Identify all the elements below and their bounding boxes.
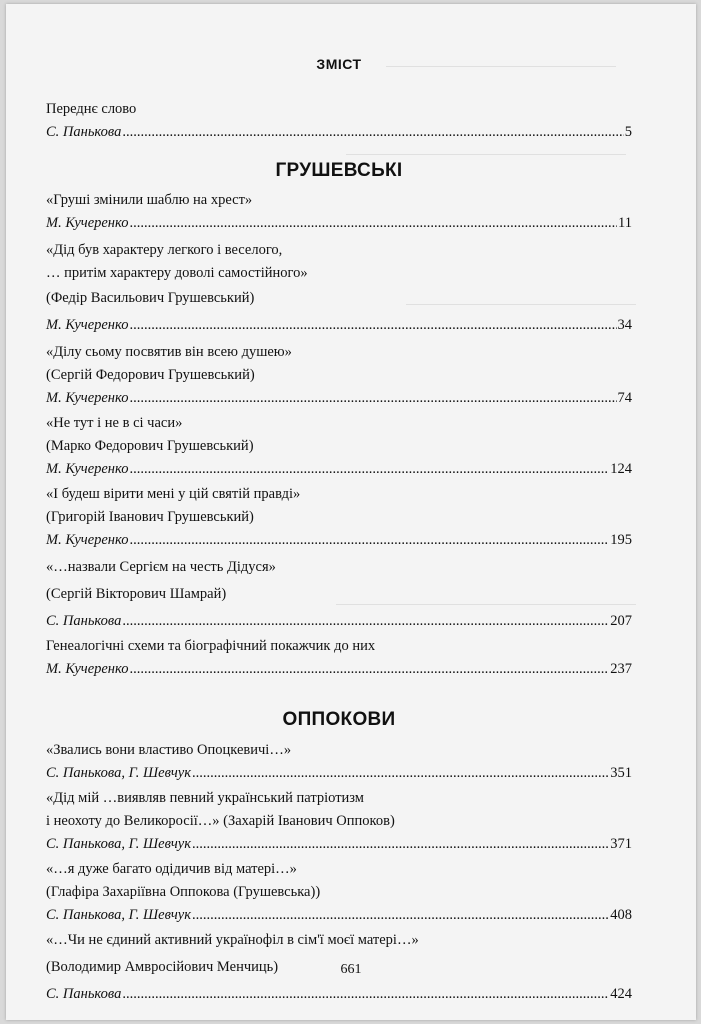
leader-dots (122, 121, 623, 144)
page-number: 661 (340, 962, 362, 977)
entry-author-line (46, 610, 632, 633)
entry-author: С. Панькова (46, 124, 122, 140)
toc-entry (46, 787, 632, 856)
section-grushevski (46, 160, 632, 681)
entry-title: «…Чи не єдиний активний українофіл в сім'ї моєї матері…» (46, 932, 419, 948)
entry-author-line (46, 387, 632, 410)
entry-title: «…назвали Сергієм на честь Дідуся» (46, 559, 276, 575)
entry-subtitle: (Сергій Вікторович Шамрай) (46, 586, 227, 602)
entry-author: М. Кучеренко (46, 390, 129, 406)
toc-entry (46, 635, 632, 681)
toc-entry (46, 858, 632, 927)
entry-author: М. Кучеренко (46, 661, 129, 677)
entry-author: С. Панькова, Г. Шевчук (46, 907, 192, 923)
leader-dots (192, 762, 609, 785)
leader-dots (129, 314, 616, 337)
leader-dots (122, 983, 609, 1006)
toc-title: ЗМІСТ (316, 56, 362, 72)
leader-dots (122, 610, 609, 633)
leader-dots (129, 387, 616, 410)
entry-author: М. Кучеренко (46, 215, 129, 231)
entry-author: С. Панькова, Г. Шевчук (46, 836, 192, 852)
toc-entry (46, 239, 632, 337)
toc-entry (46, 556, 632, 633)
entry-page: 11 (618, 215, 632, 231)
entry-title: … притім характеру доволі самостійного» (46, 265, 308, 281)
entry-title: «…я дуже багато одідичив від матері…» (46, 861, 297, 877)
entry-author-line (46, 458, 632, 481)
entry-page: 195 (610, 532, 632, 548)
entry-page: 74 (617, 390, 632, 406)
entry-author: С. Панькова, Г. Шевчук (46, 765, 192, 781)
leader-dots (129, 529, 609, 552)
entry-author: М. Кучеренко (46, 532, 129, 548)
entry-subtitle: (Володимир Амвросійович Менчиць) (46, 959, 279, 975)
section-heading: ГРУШЕВСЬКІ (275, 160, 403, 181)
leader-dots (129, 458, 609, 481)
entry-page: 408 (610, 907, 632, 923)
entry-author-line (46, 121, 632, 144)
entry-author: С. Панькова (46, 986, 122, 1002)
leader-dots (129, 212, 617, 235)
entry-title: і неохоту до Великоросії…» (Захарій Іванович Оппоков) (46, 813, 395, 829)
entry-page: 207 (610, 613, 632, 629)
entry-page: 34 (617, 317, 632, 333)
table-of-contents (46, 56, 632, 1006)
entry-author-line (46, 658, 632, 681)
entry-page: 424 (610, 986, 632, 1002)
entry-author-line (46, 904, 632, 927)
entry-page: 371 (610, 836, 632, 852)
leader-dots (192, 833, 609, 856)
toc-entry (46, 483, 632, 552)
entry-author: М. Кучеренко (46, 461, 129, 477)
leader-dots (129, 658, 609, 681)
entry-subtitle: (Марко Федорович Грушевський) (46, 438, 254, 454)
entry-page: 124 (610, 461, 632, 477)
entry-title: Генеалогічні схеми та біографічний покажчик до них (46, 638, 376, 654)
entry-page: 237 (610, 661, 632, 677)
entry-title: «Звались вони властиво Опоцкевичі…» (46, 742, 292, 758)
entry-author: М. Кучеренко (46, 317, 129, 333)
toc-entry (46, 189, 632, 235)
entry-title: «Дід мій …виявляв певний український патріотизм (46, 790, 364, 806)
entry-author-line (46, 833, 632, 856)
entry-author-line (46, 314, 632, 337)
entry-title: «Ділу сьому посвятив він всею душею» (46, 344, 292, 360)
toc-entry (46, 412, 632, 481)
entry-subtitle: (Сергій Федорович Грушевський) (46, 367, 255, 383)
entry-page: 5 (624, 124, 632, 140)
entry-title: «Груші змінили шаблю на хрест» (46, 192, 253, 208)
entry-page: 351 (610, 765, 632, 781)
entry-title: «Дід був характеру легкого і веселого, (46, 242, 283, 258)
entry-author-line (46, 762, 632, 785)
toc-entry-front (46, 98, 632, 144)
entry-author-line (46, 212, 632, 235)
book-page (6, 4, 696, 1020)
toc-entry (46, 739, 632, 785)
entry-subtitle: (Григорій Іванович Грушевський) (46, 509, 254, 525)
toc-entry (46, 341, 632, 410)
leader-dots (192, 904, 609, 927)
entry-author-line (46, 529, 632, 552)
entry-title: «Не тут і не в сі часи» (46, 415, 183, 431)
entry-author: С. Панькова (46, 613, 122, 629)
section-heading: ОППОКОВИ (282, 709, 396, 730)
entry-title: Переднє слово (46, 101, 137, 117)
entry-author-line (46, 983, 632, 1006)
entry-subtitle: (Глафіра Захаріївна Оппокова (Грушевська)) (46, 884, 321, 900)
entry-title: «І будеш вірити мені у цій святій правді» (46, 486, 301, 502)
entry-subtitle: (Федір Васильович Грушевський) (46, 290, 255, 306)
